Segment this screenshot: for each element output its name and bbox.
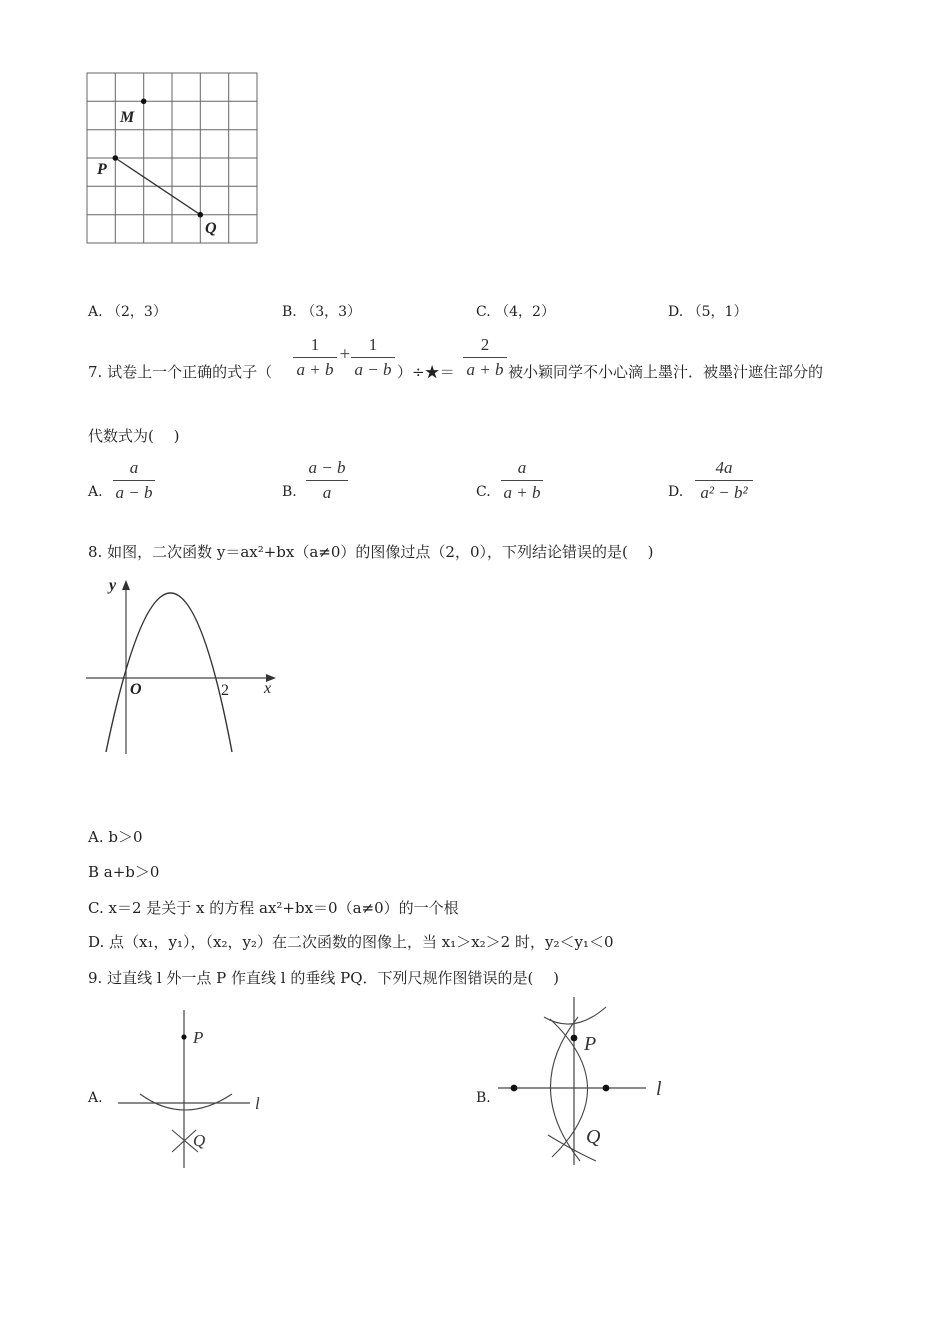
q6-option-c[interactable]: C. （4，2） — [476, 304, 555, 320]
q9-stem: 9. 过直线 l 外一点 P 作直线 l 的垂线 PQ．下列尺规作图错误的是( ) — [88, 969, 560, 987]
point-p — [571, 1035, 578, 1042]
label-y: y — [109, 577, 117, 594]
point-left — [511, 1085, 518, 1092]
point-q — [198, 212, 204, 218]
q8-stem: 8. 如图，二次函数 y＝ax²+bx（a≠0）的图像过点（2，0），下列结论错误的是( ) — [88, 543, 654, 561]
q8-option-c[interactable]: C. x＝2 是关于 x 的方程 ax²+bx＝0（a≠0）的一个根 — [88, 899, 459, 917]
label-p: P — [97, 161, 107, 178]
point-p — [113, 155, 119, 161]
label-two: 2 — [221, 682, 229, 699]
q7-option-c-fraction[interactable]: $\frac{a}{a + b}$ — [501, 458, 543, 503]
q8-option-b[interactable]: B a+b＞0 — [88, 863, 160, 881]
point-right — [603, 1085, 610, 1092]
point-m — [141, 99, 147, 105]
label-x: x — [264, 680, 272, 697]
label-p: P — [193, 1028, 204, 1047]
q6-option-a[interactable]: A. （2，3） — [88, 304, 167, 320]
q8-option-d[interactable]: D. 点（x₁，y₁），（x₂，y₂）在二次函数的图像上，当 x₁＞x₂＞2 时，y₂＜y₁＜0 — [88, 933, 614, 951]
q7-fraction-1: $\frac{1}{a + b}$ — [293, 335, 337, 380]
parabola-curve — [106, 593, 232, 752]
q9-construction-b[interactable] — [494, 995, 674, 1170]
label-m: M — [120, 109, 135, 126]
q7-plus: + — [339, 346, 351, 362]
q9-option-b-letter[interactable]: B. — [476, 1090, 491, 1106]
label-q: Q — [586, 1126, 601, 1148]
label-l: l — [656, 1078, 662, 1100]
q6-option-d[interactable]: D. （5，1） — [668, 304, 748, 320]
q7-option-c-letter[interactable]: C. — [476, 484, 491, 500]
label-l: l — [255, 1094, 260, 1113]
q7-option-d-letter[interactable]: D. — [668, 484, 684, 500]
q7-option-a-letter[interactable]: A. — [88, 484, 103, 500]
label-q: Q — [193, 1131, 206, 1150]
q7-option-d-fraction[interactable]: $\frac{4a}{\text{a² − b²}}$ — [695, 458, 753, 503]
q7-fraction-2: $\frac{1}{a - b}$ — [351, 335, 395, 380]
q7-option-b-letter[interactable]: B. — [282, 484, 297, 500]
q7-fraction-3: $\frac{2}{a + b}$ — [463, 335, 507, 380]
label-origin: O — [130, 681, 142, 698]
grid-figure — [80, 66, 270, 251]
q7-stem-line2: 代数式为( ) — [88, 427, 180, 445]
q7-stem-suffix: 被小颖同学不小心滴上墨汁．被墨汁遮住部分的 — [508, 363, 824, 381]
q7-option-b-fraction[interactable]: $\frac{a - b}{a}$ — [306, 458, 348, 503]
parabola-graph — [80, 572, 290, 762]
point-p — [181, 1034, 186, 1039]
q9-option-a-letter[interactable]: A. — [88, 1090, 103, 1106]
label-p: P — [584, 1033, 597, 1055]
q7-option-a-fraction[interactable]: $\frac{a}{a - b}$ — [113, 458, 155, 503]
y-axis-arrow — [122, 580, 130, 590]
q6-option-b[interactable]: B. （3，3） — [282, 304, 362, 320]
label-q: Q — [205, 220, 217, 237]
q7-stem-prefix: 7. 试卷上一个正确的式子（ — [88, 363, 273, 381]
arc-lower — [140, 1094, 232, 1110]
q7-stem-mid: ）÷★＝ — [397, 363, 455, 381]
q8-option-a[interactable]: A. b＞0 — [88, 828, 143, 846]
q9-construction-a[interactable] — [110, 1010, 280, 1175]
